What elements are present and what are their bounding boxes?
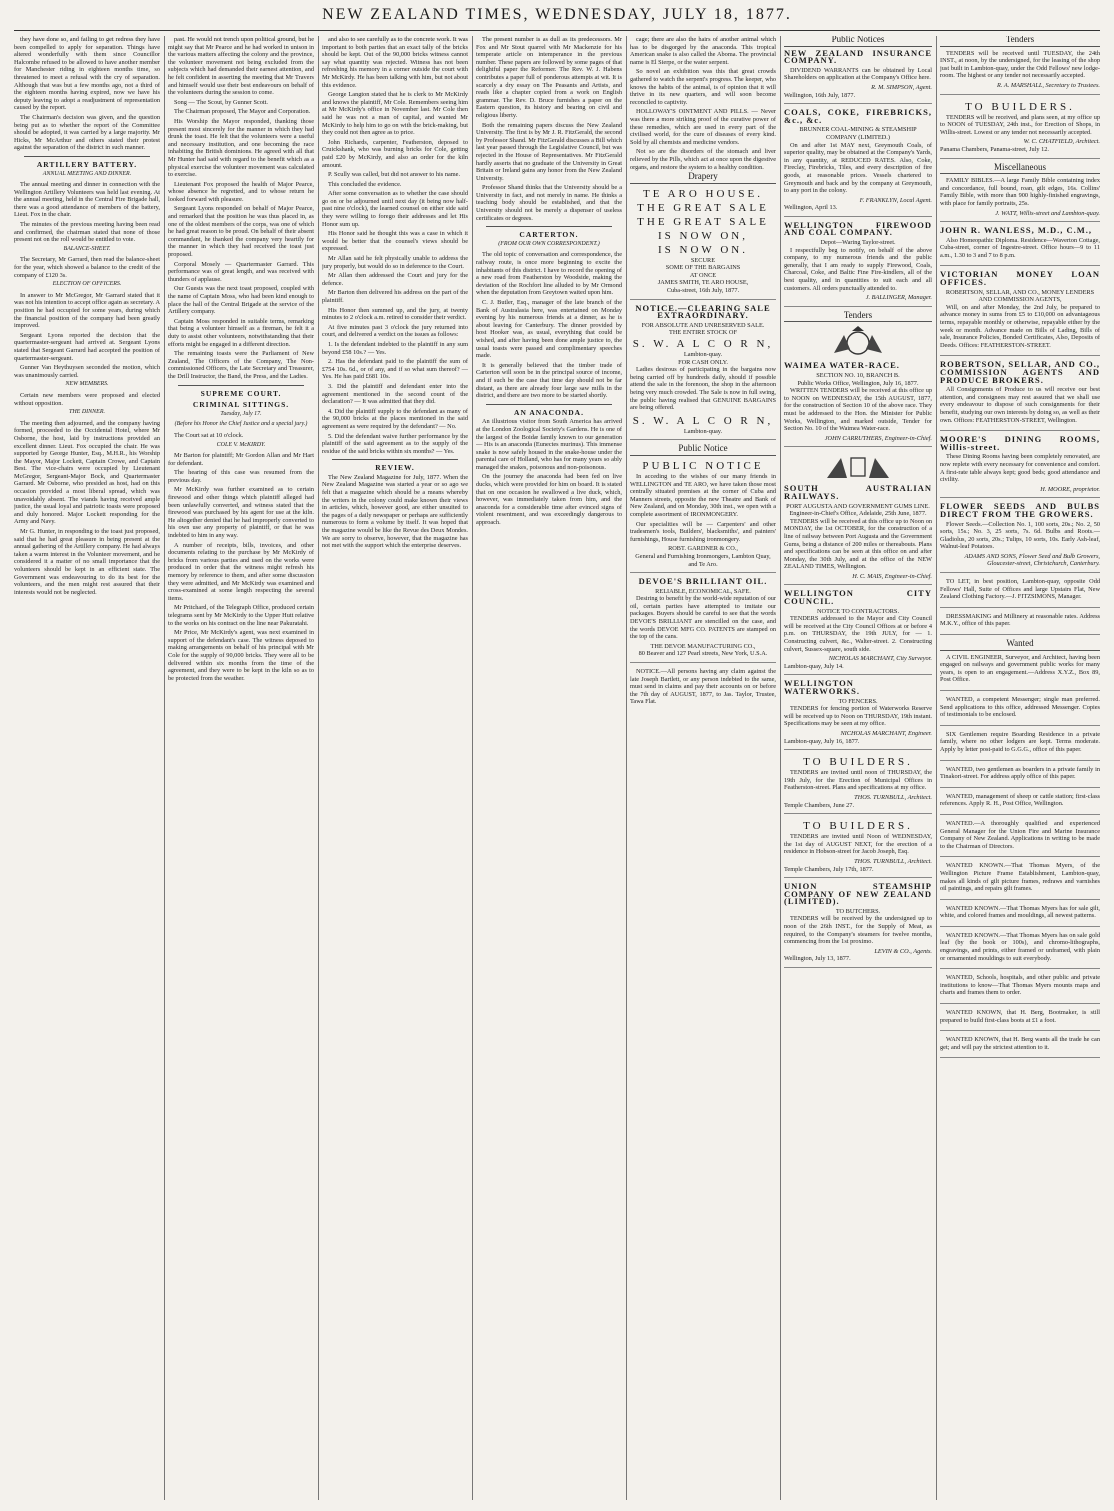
ad-line: IS NOW ON. <box>658 243 748 256</box>
tender-ad <box>940 50 1100 95</box>
article-paragraph: A number of receipts, bills, invoices, and other documents relating to the purchase by Mr McKirdy of bricks from various parties and used on the works were produced in order that the witness might refresh his memory by reference to them, and after some discussion they were admitted, and Mr McKirdy was examined and cross-examined at some length respecting the several items. <box>168 541 314 602</box>
article-paragraph: 1. Is the defendant indebted to the plaintiff in any sum beyond £58 10s.? — Yes. <box>322 340 468 356</box>
wanted-ad <box>940 932 1100 969</box>
article-paragraph: In answer to Mr McGregor, Mr Garrard stated that it was not his intention to accept office again as secretary. A position he had occupied for some years, during which the financial position of the company had been greatly improved. <box>14 291 160 330</box>
ad-signature: H. MOORE, proprietor. <box>1040 485 1100 493</box>
clearing-sale-ad <box>630 302 776 441</box>
misc-ad <box>940 578 1100 608</box>
royal-crest-icon <box>828 325 888 359</box>
ad-line: AT ONCE <box>689 271 717 279</box>
column-1 <box>14 36 160 1500</box>
wanted-ad <box>940 654 1100 691</box>
article-heading: ARTILLERY BATTERY. <box>36 159 138 169</box>
ad-body: In acceding to the wishes of our many friends in WELLINGTON and TE ARO, we have taken those most centrally situated premises at the corner of Cuba and Manners streets, opposite the new Theatre and Bank of New Zealand, and on Monday, 30th inst., we open with a complete assortment of IRONMONGERY. <box>630 472 776 518</box>
ad-line: FOR CASH ONLY. <box>678 358 728 366</box>
ad-signature: ROBT. GARDNER & CO., <box>668 545 738 553</box>
article-paragraph: Corporal Mosely — Quartermaster Garrard. This performance was of great length, and was received with thunders of applause. <box>168 260 314 283</box>
section-heading: Miscellaneous <box>940 164 1100 175</box>
ad-title: TE ARO HOUSE. <box>643 187 763 200</box>
firewood-ad <box>784 219 932 307</box>
ad-body: WANTED KNOWN.—That Thomas Myers has on sale gold leaf (by the book or 100s), and chromo-lithographs, engravings, and prints, either framed or unframed, with plain or ornamented mouldings to suit everybody. <box>940 931 1100 962</box>
ad-body: All Consignments of Produce to us will receive our best attention, and consignees may rest assured that we shall use every endeavour to dispose of such consignments for their benefit, studying our own interests by doing so, as well as their own. Offices: FEATHERSTON-STREET, Wellington. <box>940 386 1100 424</box>
ad-title: SOUTH AUSTRALIAN RAILWAYS. <box>784 483 932 501</box>
ad-body: I respectfully beg to notify, on behalf of the above company, to my numerous friends and the public generally, that I am ready to supply Firewood, Coals, Charcoal, Coke, and Baltic Fine Fire-kindlers, all of the best quality, and in quantities to suit each and all customers. All orders punctually attended to. <box>784 246 932 292</box>
ad-date: Wellington, April 13. <box>784 204 838 212</box>
ad-line: TO BUTCHERS. <box>835 907 881 915</box>
ad-body: These Dining Rooms having been completely renovated, are now replete with every necessary for convenience and comfort. A first-rate table always kept; good beds; good attendance and civility. <box>940 453 1100 484</box>
article-paragraph: Both the remaining papers discuss the New Zealand University. The first is by Mr J. R. FitzGerald, the second by Professor Shand. Mr FitzGerald discusses a Bill which last year passed through the Legislative Council, but was rejected in the House of Representatives. Mr FitzGerald hardly asserts that no graduate of the University in Great Britain or Ireland gains any honor from the New Zealand University. <box>476 121 622 182</box>
ad-signature: H. C. MAIS, Engineer-in-Chief. <box>852 572 932 580</box>
ad-body: A CIVIL ENGINEER, Surveyor, and Architect, having been engaged on railways and government public works for many years, is open to an engagement.—Address X.Y.Z., Box 89, Post Office. <box>940 653 1100 684</box>
waimea-tender <box>784 325 932 447</box>
article-subheading: Tuesday, July 17. <box>220 410 262 417</box>
ad-signature: JOHN CARRUTHERS, Engineer-in-Chief. <box>824 434 932 442</box>
ad-line: FOR ABSOLUTE AND UNRESERVED SALE. <box>641 321 765 329</box>
section-heading: Tenders <box>784 312 932 323</box>
article-subheading: COLE V. McKIRDY. <box>216 441 266 448</box>
article-paragraph: Sergeant Lyons reported the decision that the quartermaster-sergeant had arrived at. Sergeant Lyons stated that Sergeant Garrard had accepted the position of quartermaster-sergeant. <box>14 331 160 362</box>
ad-title: WELLINGTON WATERWORKS. <box>784 678 860 696</box>
advertisement-text: HOLLOWAY'S OINTMENT AND PILLS. — Never was there a more striking proof of the curative power of these remedies, which are used in every part of the civilised world, for the cure of diseases of every kind. Sold by all chemists and medicine vendors. <box>630 108 776 146</box>
ad-body: Our specialities will be — Carpenters' and other tradesmen's tools, Builders', blacksmiths', and painters' furnishings, House furnishing ironmongery. <box>630 520 776 543</box>
article-paragraph: P. Scully was called, but did not answer to his name. <box>328 171 461 179</box>
misc-ad <box>940 271 1100 356</box>
insurance-ad <box>784 47 932 105</box>
ad-date: Lambton-quay, July 16, 1877. <box>784 737 860 745</box>
ad-signature: LEVIN & CO., Agents. <box>874 947 932 955</box>
article-paragraph: It is generally believed that the timber trade of Carterton will soon be in the principal source of income, and if such be the case that time day should not be far distant, as there are already four large saw mills in the district, and there are two more to be started shortly. <box>476 361 622 400</box>
article-paragraph: Mr Pritchard, of the Telegraph Office, produced certain telegrams sent by Mr McKirdy to the Upper Hutt relative to the works on his contract on the line near Pakuratahi. <box>168 604 314 627</box>
ad-line: THE ENTIRE STOCK OF <box>669 329 737 337</box>
ad-body: TENDERS will be received by the undersigned up to noon of the 26th INST., for the Supply of Meat, as required, to the Company's steamers for twelve months, commencing from the 1st proximo. <box>784 915 932 946</box>
ad-body: NOTICE.—All persons having any claim against the late Joseph Bartlett, or any person indebted to the same, must send in claims and pay their accounts on or before the 7th day of AUGUST, 1877, to Jas. Taylor, Trustee, Tawa Flat. <box>630 668 776 706</box>
ad-body: WANTED.—A thoroughly qualified and experienced General Manager for the Union Fire and Marine Insurance Company of New Zealand. Applications in writing to be made to the Chairman of Directors. <box>940 819 1100 850</box>
article-paragraph: The Chairman's decision was given, and the question being put as to whether the report of the Committee should be adopted, it was carried by a large majority. Mr Hicks, Mr McArthur and others stated their protest against the separation of the district in such manner. <box>14 113 160 152</box>
ad-title: TO BUILDERS. <box>803 820 913 833</box>
column-divider <box>164 36 165 1500</box>
ad-signature: THE DEVOE MANUFACTURING CO., <box>650 642 756 650</box>
article-paragraph: The minutes of the previous meeting having been read and confirmed, the chairman stated that none of those present not on the roll would be entitled to vote. <box>14 221 160 244</box>
article-paragraph: His Honor said he thought this was a case in which it would be better that the counsel's views should be expressed. <box>322 230 468 253</box>
ad-body: TENDERS are invited until noon of THURSDAY, the 19th July, for the Erection of Municipal Offices in Featherston-street. Plans and specifications at my office. <box>784 769 932 792</box>
ad-body: DRESSMAKING and Millinery at reasonable rates. Address M.K.Y., office of this paper. <box>940 612 1100 628</box>
ad-body: TENDERS will be received at this office up to Noon on MONDAY, the 1st OCTOBER, for the construction of a line of railway between Port Augusta and the Government Gums, being a distance of 200 miles or thereabouts. Plans and specifications can be seen at this office on and after Monday, the 30th July, and at the office of the NEW ZEALAND TIMES, Wellington. <box>784 517 932 571</box>
article-paragraph: Song — The Scout, by Gunner Scott. <box>174 98 268 106</box>
advertisement-text: Not so are the disorders of the stomach and liver relieved by the Pills, which act at once upon the digestive organs, and restore the system to a healthy condition. <box>630 148 776 171</box>
article-paragraph: 3. Did the plaintiff and defendant enter into the agreement mentioned in the second count of the declaration? — It was admitted that they did. <box>322 382 468 406</box>
masthead: NEW ZEALAND TIMES, WEDNESDAY, JULY 18, 1877. <box>322 6 792 23</box>
ad-line: TO FENCERS. <box>838 697 878 705</box>
ad-line: IS NOW ON, <box>658 229 748 242</box>
article-paragraph: they have done so, and failing to get redress they have been compelled to apply for separation. Things have altered wonderfully with them since Councillor Halcombe refused to be allowed to have another member for Manchester riding in eighteen months time, so threatened to meet a refusal with the cry of separation. Although that was but a few months ago, not a third of the eighteen months having expired, now we have his deputy leaving to adopt a readjustment of representation caused by the report. <box>14 36 160 112</box>
article-subheading: ANNUAL MEETING AND DINNER. <box>42 170 132 177</box>
column-6 <box>784 36 932 1500</box>
divider <box>486 226 612 227</box>
article-paragraph: After some conversation as to whether the case should go on or be adjourned until next day (it being now half-past nine o'clock), the learned counsel on either side said they were willing to forego their addresses and let His Honor sum up. <box>322 190 468 228</box>
article-paragraph: past. He would not trench upon political ground, but he might say that Mr Pearce and he had worked in unison in the various matters affecting the colony and the province, the volunteer movement not being excluded from the subjects which had demanded their earnest attention, and he felt confident in asserting the meeting that Mr Travers and himself would use their best endeavours on behalf of the volunteers during the session to come. <box>168 36 314 97</box>
article-paragraph: Mr Price, Mr McKirdy's agent, was next examined in support of the defendant's case. The witness deposed to making arrangements on behalf of his principal with Mr Cole for the supply of 90,000 bricks. They were all to be delivered within six months from the time of the agreement, and they were to be kept in the kiln so as to be protected from the weather. <box>168 629 314 682</box>
ad-signature: NICHOLAS MARCHANT, City Surveyor. <box>828 655 932 663</box>
article-paragraph: Certain new members were proposed and elected without opposition. <box>14 391 160 407</box>
ad-body: Desiring to benefit by the world-wide reputation of our oil, certain parties have attempted to imitate our packages. Buyers should be careful to see that the words DEVOE'S BRILLIANT are stencilled on the case, and the words DEVOE MFG CO. PATENTS are stamped on the top of the cans. <box>630 595 776 641</box>
divider <box>178 385 304 386</box>
article-paragraph: Our Guests was the next toast proposed, coupled with the name of Captain Moss, who had been kind enough to place the hall of the Central Brigade at the service of the Artillery company. <box>168 285 314 316</box>
ad-line: PORT AUGUSTA AND GOVERNMENT GUMS LINE. <box>786 502 930 510</box>
ad-title: WELLINGTON FIREWOOD AND COAL COMPANY. <box>784 219 932 238</box>
article-paragraph: The Chairman proposed, The Mayor and Corporation. <box>174 108 311 116</box>
ad-date: Wellington, July 13, 1877. <box>784 955 851 963</box>
ad-title: ROBERTSON, SELLAR, AND CO., COMMISSION AGENTS AND PRODUCE BROKERS. <box>940 359 1100 385</box>
article-subheading: THE DINNER. <box>69 409 105 416</box>
article-paragraph: At five minutes past 3 o'clock the jury returned into court, and delivered a verdict on the issues as follows: <box>322 323 468 339</box>
sa-railways-tender <box>784 452 932 585</box>
ad-title: WAIMEA WATER-RACE. <box>784 360 900 371</box>
ad-title: DEVOE'S BRILLIANT OIL. <box>638 576 768 587</box>
waterworks-tender <box>784 680 932 750</box>
ad-line: ROBERTSON, SELLAR, AND CO., MONEY LENDERS AND COMMISSION AGENTS, <box>945 288 1095 304</box>
wanted-ad <box>940 1036 1100 1058</box>
ad-title: NOTICE.—CLEARING SALE EXTRAORDINARY. <box>635 302 771 321</box>
ad-body: WANTED KNOWN.—That Thomas Myers has for sale gilt, white, and colored frames and mouldings, all newest patterns. <box>940 904 1100 920</box>
article-heading: CARTERTON. <box>519 230 579 240</box>
section-heading: Public Notice <box>630 445 776 456</box>
ad-body: WANTED, a competent Messenger; single man preferred. Send applications to this office, addressed Messenger. Copies of testimonials to be enclosed. <box>940 696 1100 719</box>
wanted-ad <box>940 974 1100 1004</box>
ad-title: UNION STEAMSHIP COMPANY OF NEW ZEALAND (LIMITED). <box>784 881 932 907</box>
ad-body: TENDERS addressed to the Mayor and City Council will be received at the City Council Offices at or before 4 p.m. on THURSDAY, the 19th JULY, for — 1. Constructing culvert, &c., Walter-street. 2. Constructing culvert, Sussex-square, south side. <box>784 615 932 653</box>
ad-body: Also Homeopathic Diploma. Residence—Waverton Cottage, Cuba-street, corner of Ingestre-street. Office hours—9 to 11 a.m., 1.30 to 3 and 7 to 8 p.m. <box>940 236 1100 259</box>
column-divider <box>936 36 937 1500</box>
wanted-ad <box>940 905 1100 927</box>
ad-signature: THOS. TURNBULL, Architect. <box>854 793 932 801</box>
misc-ad <box>940 613 1100 635</box>
ad-line: THE GREAT SALE <box>637 201 769 214</box>
column-4 <box>476 36 622 1500</box>
ad-title: WELLINGTON CITY COUNCIL. <box>784 588 932 607</box>
ad-date: Engineer-in-Chief's Office, Adelaide, 25th June, 1877. <box>789 510 927 518</box>
ad-title: TO BUILDERS. <box>803 756 913 769</box>
article-paragraph: Sergeant Lyons responded on behalf of Major Pearce, and remarked that the position he was thus placed in, as one of the oldest members of the corps, was one of which he had great reason to be proud. On behalf of their absent commandant, he thanked the company very heartily for the manner in which they had received the toast just proposed. <box>168 205 314 259</box>
article-paragraph: His Worship the Mayor responded, thanking those present most sincerely for the manner in which they had drunk the toast. He felt that the volunteers were a useful and necessary institution, and one becoming the race inhabiting the British dominions. He agreed with all that Mr Hunter had said with regard to the benefit which as a physical exercise the volunteer movement was calculated to exercise. <box>168 117 314 179</box>
article-paragraph: The Secretary, Mr Garrard, then read the balance-sheet for the year, which showed a balance to the credit of the company of £120 3s. <box>14 256 160 279</box>
article-paragraph: C. J. Butler, Esq., manager of the late branch of the Bank of Australasia here, was entertained on Monday evening by his numerous friends at a dinner, as he is about leaving for Canterbury. The dinner provided by host Hooker was, as usual, everything that could be wished, and after having been done ample justice to, the usual toasts were passed and complimentary speeches made. <box>476 299 622 360</box>
ad-title: COALS, COKE, FIREBRICKS, &c., &c. <box>784 107 932 125</box>
ad-title: TO BUILDERS. <box>965 100 1075 113</box>
ad-title: JOHN R. WANLESS, M.D., C.M., <box>940 225 1093 236</box>
section-heading: Wanted <box>940 640 1100 651</box>
misc-ad <box>940 361 1100 431</box>
royal-crest-icon <box>823 452 893 482</box>
article-paragraph: cage; there are also the hairs of another animal which has to be disgorged by the anaconda. This tropical American snake is also called the Aboma. The provincial name is El Sierpe, or the water serpent. <box>630 36 776 66</box>
column-7 <box>940 36 1100 1500</box>
article-paragraph: Gunner Van Heythuysen seconded the motion, which was unanimously carried. <box>14 364 160 379</box>
divider <box>486 404 612 405</box>
te-aro-house-ad <box>630 187 776 300</box>
ad-title: PUBLIC NOTICE <box>642 459 764 472</box>
ad-date: Temple Chambers, July 17th, 1877. <box>784 865 874 873</box>
section-heading: Tenders <box>940 36 1100 47</box>
wanted-ad <box>940 820 1100 857</box>
ad-line: General and Furnishing Ironmongers, Lambton Quay, and Te Aro. <box>635 552 771 568</box>
column-divider <box>626 36 627 1500</box>
ad-body: WRITTEN TENDERS will be received at this office up to NOON on WEDNESDAY, the 15th AUGUST, 1877, for the construction of Section 10 of the above race. They must be addressed to the Hon. the Minister for Public Works, Wellington, and marked outside, Tender for Section No. 10 of the Waimea Water-race. <box>784 387 932 433</box>
ad-body: DIVIDEND WARRANTS can be obtained by Local Shareholders on application at the Company's Office here. <box>784 66 932 82</box>
divider <box>24 156 150 157</box>
article-heading: CRIMINAL SITTINGS. <box>192 400 290 410</box>
ad-signature: S. W. A L C O R N, <box>632 414 774 427</box>
misc-ad <box>940 503 1100 573</box>
article-subheading: BALANCE-SHEET. <box>63 245 111 252</box>
ad-date: Public Works Office, Wellington, July 16, 1877. <box>797 379 919 387</box>
article-paragraph: An illustrious visitor from South America has arrived at the London Zoological Society's Gardens. He is one of the largest of the Boidæ family known to our generation — His is an anaconda (Eunectes murinus). This immense snake is now safely housed in the snake-house under the parental care of Holland, who has for many years so ably managed the snakes, poisonous and non-poisonous. <box>476 418 622 471</box>
article-paragraph: On the journey the anaconda had been fed on live ducks, which were provided for him on board. It is stated that on one occasion he swallowed a live duck, which, however, was immediately taken from him, and the anaconda for a considerable time after evinced signs of violent resentment, and was exceedingly dangerous to approach. <box>476 473 622 527</box>
article-paragraph: Lieutenant Fox proposed the health of Major Pearce, whose absence he regretted, and to whose return he looked forward with pleasure. <box>168 180 314 203</box>
ad-signature: R. A. MARSHALL, Secretary to Trustees. <box>996 81 1100 89</box>
article-paragraph: George Langton stated that he is clerk to Mr McKirdy and knows the plaintiff, Mr Cole. Remembers seeing him at Mr McKirdy's office in November last. Mr Cole then said he was not a man of capital, and wanted Mr McKirdy to help him to go on with the brick-making, but they could not then agree as to price. <box>322 91 468 137</box>
ad-signature: ADAMS AND SONS, Flower Seed and Bulb Growers, Gloucester-street, Christchurch, Canterbury. <box>964 552 1100 568</box>
builders-tender <box>784 755 932 814</box>
article-paragraph: Mr McKirdy was further examined as to certain firewood and other things which plaintiff alleged had been unlawfully converted, and witness stated that the firewood was purchased by his agent for use at the kiln. He altogether denied that he had improperly converted to his own use any property of plaintiff, or that he was indebted to him in any way. <box>168 486 314 540</box>
wanted-ad <box>940 1009 1100 1031</box>
ad-body: WANTED, two gentlemen as boarders in a private family in Tinakori-street. For address apply office of this paper. <box>940 765 1100 781</box>
article-paragraph: The annual meeting and dinner in connection with the Wellington Artillery Volunteers was held last evening. At the annual meeting, held in the Central Fire Brigade hall, there was a good attendance of members of the battery, Lieut. Fox in the chair. <box>14 181 160 219</box>
article-paragraph: The New Zealand Magazine for July, 1877. When the New Zealand Magazine was started a year or so ago we felt that a magazine which should be a means whereby the writers in the colony could make known their views in articles, which, however good, are either unsuited to the pages of a daily newspaper or perhaps are sufficiently numerous to form a volume by itself. It was hoped that the magazine would be like the Revue des Deux Mondes. We are sorry to observe, however, that the magazine has not met with the support which the enterprise deserves. <box>322 473 468 550</box>
article-paragraph: So novel an exhibition was this that great crowds gathered to watch the serpent's progress. The keeper, who knows the habits of the animal, is of opinion that it will thrive in its new quarters, and will soon become reconciled to captivity. <box>630 68 776 106</box>
column-5 <box>630 36 776 1500</box>
ad-signature: F. FRANKLYN, Local Agent. <box>859 196 932 204</box>
ad-body: SIX Gentlemen require Boarding Residence in a private family, where no other lodgers are kept. Terms moderate. Apply by letter post-paid to G.G.G., office of this paper. <box>940 730 1100 753</box>
ad-body: Flower Seeds.—Collection No. 1, 100 sorts, 20s.; No. 2, 50 sorts, 15s.; No. 3, 25 sorts, 7s. 6d. Bulbs and Roots.—Gladiolus, 20 sorts, 20s.; Tulips, 10 sorts, 10s. Early Ash-leaf, Walnut-leaf Potatoes. <box>940 520 1100 551</box>
wanted-ad <box>940 696 1100 726</box>
ad-title: MOORE'S DINING ROOMS, Willis-street. <box>940 434 1100 452</box>
ad-line: Depot—Waring Taylor-street. <box>820 239 896 247</box>
article-subheading: NEW MEMBERS. <box>65 381 109 388</box>
ad-body: WANTED, Schools, hospitals, and other public and private institutions to know—That Thomas Myers mounts maps and charts and frames them to order. <box>940 974 1100 997</box>
ad-signature: J. WATT, Willis-street and Lambton-quay. <box>995 209 1100 217</box>
article-paragraph: His Honor then summed up, and the jury, at twenty minutes to 2 o'clock a.m. retired to consider their verdict. <box>322 306 468 322</box>
ad-line: SECURE <box>690 256 716 264</box>
article-paragraph: Mr Barton for plaintiff; Mr Gordon Allan and Mr Hart for defendant. <box>168 452 314 467</box>
wanted-ad <box>940 793 1100 815</box>
column-2 <box>168 36 314 1500</box>
article-paragraph: Mr Barton then delivered his address on the part of the plaintiff. <box>322 289 468 304</box>
article-paragraph: The Court sat at 10 o'clock. <box>174 431 244 439</box>
ad-date: Temple Chambers, June 27. <box>784 801 855 809</box>
ad-body: WANTED KNOWN, that H. Berg, Bootmaker, is still prepared to build first-class boots at £1 a foot. <box>940 1009 1100 1024</box>
ad-date: Wellington, 16th July, 1877. <box>784 91 856 99</box>
ad-line: 80 Beaver and 127 Pearl streets, New York, U.S.A. <box>638 650 768 658</box>
ad-title: FLOWER SEEDS AND BULBS DIRECT FROM THE GROWERS. <box>940 501 1100 519</box>
ad-date: Panama Chambers, Panama-street, July 12. <box>940 145 1049 153</box>
column-divider <box>780 36 781 1500</box>
wanted-ad <box>940 766 1100 788</box>
article-subheading: (Before his Honor the Chief Justice and a special jury.) <box>174 421 308 428</box>
article-paragraph: The present number is as dull as its predecessors. Mr Fox and Mr Stout quarrel with Mr Mackenzie for his temperate article on intemperance in the previous number. These papers are followed by some pages of that delightful paper the Reformer. The Rev. W. J. Habens contributes a paper full of ponderous attempts at wit. It is scarcely a dry essay on The Peasants and Artists, and reads like a chapter copied from a work on English grammar. The Rev. D. Bruce furnishes a paper on the Eastern question, its history and bearing on civil and religious liberty. <box>476 36 622 119</box>
ad-body: Will, on and after Monday, the 2nd July, be prepared to advance money in sums from £5 to £10,000 on advantageous terms, repayable monthly or otherwise, repayable either by the week or month. Advance made on Bills of Lading, Bills of sale, Insurance Policies, Bonded Certificates, Also, Deposits of Deeds. Offices: FEATHERSTON-STREET. <box>940 303 1100 349</box>
section-heading: Drapery <box>630 173 776 184</box>
tender-ad <box>940 100 1100 159</box>
ad-date: Lambton-quay, July 14. <box>784 662 844 670</box>
coals-ad <box>784 109 932 217</box>
column-divider <box>318 36 319 1500</box>
ad-signature: NICHOLAS MARCHANT, Engineer. <box>840 729 932 737</box>
article-paragraph: John Richards, carpenter, Featherston, deposed to Cruickshank, who was burning bricks for Cole, getting paid £20 by McKirdy, and also an order for the kiln amount. <box>322 138 468 169</box>
builders-tender-2 <box>784 819 932 878</box>
article-paragraph: and also to see carefully as to the concrete work. It was important to both parties that an exact tally of the bricks should be kept. Out of the 90,000 bricks witness cannot say what quantity was rejected. Witness has not been refreshing his memory in a corner outside the court with Mr McKirdy. He has been talking with him, but not about this evidence. <box>322 36 468 89</box>
public-notice-ad <box>630 459 776 573</box>
article-paragraph: The old topic of conversation and correspondence, the railway route, is once more beginning to excite the inhabitants of this district. I have to record the opening of a new road from Featherston by Woodside, making the deviation of the Rochfort line alluded to by Mr Ormond when the deputation from Greytown waited upon him. <box>476 251 622 297</box>
article-paragraph: The remaining toasts were the Parliament of New Zealand, The Officers of the Company, The Non-commissioned Officers, the Late Secretary and Treasurer, the Drill Instructor, the Band, the Press, and the Ladies. <box>168 350 314 380</box>
ad-date: Cuba-street, 16th July, 1877. <box>666 287 740 295</box>
ad-body: TENDERS for fencing portion of Waterworks Reserve will be received up to Noon on THURSDAY, 19th instant. Specifications may be seen at my office. <box>784 705 932 728</box>
article-heading: REVIEW. <box>375 463 415 473</box>
ad-line: THE GREAT SALE <box>637 215 769 228</box>
devoe-oil-ad <box>630 578 776 663</box>
article-paragraph: Mr Allan said he felt physically unable to address the jury properly, but would do so in deference to the Court. <box>322 255 468 270</box>
ad-line: S. W. A L C O R N, <box>632 338 774 351</box>
misc-ad <box>940 177 1100 222</box>
wanted-ad <box>940 731 1100 761</box>
article-paragraph: Captain Moss responded in suitable terms, remarking that being a volunteer himself as a fireman, he felt it a duty to assist other volunteers, notwithstanding that their efforts might be engaged in a different direction. <box>168 317 314 348</box>
ad-body: WANTED, management of sheep or cattle station; first-class references. Apply R. H., Post Office, Wellington. <box>940 792 1100 808</box>
article-subheading: (FROM OUR OWN CORRESPONDENT.) <box>498 240 600 247</box>
ad-body: TO LET, in best position, Lambton-quay, opposite Odd Fellows' Hall, Suite of Offices and large Upstairs Flat, New Zealand Clothing Factory.—J. FITZSIMONS, Manager. <box>940 578 1100 601</box>
wanted-ad <box>940 862 1100 899</box>
column-divider <box>472 36 473 1500</box>
ad-signature: JAMES SMITH, TE ARO HOUSE, <box>657 279 749 287</box>
ad-line: NOTICE TO CONTRACTORS. <box>816 607 900 615</box>
ad-body: TENDERS will be received, and plans seen, at my office up to NOON of TUESDAY, 24th inst., for Erection of Shops, in Willis-street. Lowest or any tender not necessarily accepted. <box>940 113 1100 136</box>
ad-signature: W. C. CHATFIELD, Architect. <box>1023 138 1100 146</box>
ad-line: Lambton-quay. <box>683 427 723 435</box>
ad-line: Lambton-quay. <box>683 351 723 359</box>
ad-title: NEW ZEALAND INSURANCE COMPANY. <box>784 47 932 66</box>
ad-line: BRUNNER COAL-MINING & STEAMSHIP COMPANY (LIMITED.) <box>799 126 917 141</box>
ad-body: WANTED KNOWN.—That Thomas Myers, of the Wellington Picture Frame Establishment, Lambton-quay, makes all kinds of gilt picture frames, redraws and varnishes oil paintings, and repairs gilt frames. <box>940 862 1100 893</box>
article-paragraph: 5. Did the defendant waive further performance by the plaintiff of the said agreement as to the supply of the residue of the said bricks within six months? — Yes. <box>322 432 468 455</box>
article-paragraph: The meeting then adjourned, and the company having formed, proceeded to the Occidental Hotel, where Mr Osborne, the host, laid by instructions provided an excellent dinner. Lieut. Fox occupied the chair. He was supported by George Hunter, Esq., M.H.R., his Worship the Mayor, Major Lockett, Captain Crowe, and Captain Best. The vice-chairs were occupied by Lieutenant McGregor, Sergeant-Major Bock, and Quartermaster Garrard. Mr Osborne, who presided as host, had on this occasion provided a most liberal spread, which was unavoidably absent. The viands having received ample justice, the usual loyal and patriotic toasts were proposed and duly honored. Major Lockett responding for the Army and Navy. <box>14 419 160 526</box>
ad-body: Ladies desirous of participating in the bargains now being carried off by hundreds daily, should if possible attend the sale in the forenoon, the shop in the afternoon being very much crowded. The Sale is now in full swing, the public having realised that GENUINE BARGAINS are being offered. <box>630 366 776 412</box>
column-3 <box>322 36 468 1500</box>
ad-body: On and after 1st MAY next, Greymouth Coals, of superior quality, may be obtained at the Company's Yards, in any quantity, at REDUCED RATES. Also, Coke, Fireclay, Firebricks, Tiles, and every description of fire goods, at reasonable prices. Vessels chartered to Greymouth and back and by the company at Greymouth, to any port in the colony. <box>784 141 932 195</box>
section-heading: Public Notices <box>784 36 932 47</box>
ad-signature: R. M. SIMPSON, Agent. <box>871 83 932 91</box>
ad-body: WANTED KNOWN, that H. Berg wants all the trade he can get; and will pay the strictest attention to it. <box>940 1036 1100 1051</box>
article-paragraph: 4. Did the plaintiff supply to the defendant as many of the 90,000 bricks at the places mentioned in the said agreement as were required by the defendant? — No. <box>322 407 468 430</box>
misc-ad <box>940 436 1100 498</box>
ad-line: SECTION NO. 10, BRANCH B. <box>816 372 900 379</box>
ad-signature: J. BALLINGER, Manager. <box>865 294 932 302</box>
article-heading: AN ANACONDA. <box>514 407 584 417</box>
masthead-rule <box>14 30 1100 31</box>
ad-body: TENDERS are invited until Noon of WEDNESDAY, the 1st day of AUGUST NEXT, for the erection of a residence in Hobson-street for Jacob Joseph, Esq. <box>784 833 932 856</box>
article-heading: SUPREME COURT. <box>200 388 282 398</box>
article-paragraph: The hearing of this case was resumed from the previous day. <box>168 469 314 484</box>
ad-body: FAMILY BIBLES.—A large Family Bible containing index and concordance, full bound, roan, gilt edges, 16s. Collins' Family Bible, with more than 900 highly-finished engravings, with place for family portraits, 25s. <box>940 177 1100 207</box>
city-council-tender <box>784 590 932 675</box>
misc-ad <box>940 227 1100 266</box>
union-steamship-tender <box>784 883 932 968</box>
ad-signature: THOS. TURNBULL, Architect. <box>854 857 932 865</box>
article-paragraph: This concluded the evidence. <box>328 180 402 188</box>
article-paragraph: 2. Has the defendant paid to the plaintiff the sum of £754 10s. 6d., or of any, and if so what sum thereof? — Yes. He has paid £681 10s. <box>322 358 468 381</box>
ad-line: SOME OF THE BARGAINS <box>665 264 741 272</box>
ad-title: VICTORIAN MONEY LOAN OFFICES. <box>940 269 1100 288</box>
ad-line: RELIABLE, ECONOMICAL, SAFE. <box>655 587 751 595</box>
article-subheading: ELECTION OF OFFICERS. <box>52 281 122 288</box>
divider <box>332 459 458 460</box>
ad-body: TENDERS will be received until TUESDAY, the 24th INST., at noon, by the undersigned, for the leasing of the shop just built in Lambton-quay, under the Odd Fellows' new lodge-room. The highest or any tender not necessarily accepted. <box>940 49 1100 80</box>
article-paragraph: Mr G. Hunter, in responding to the toast just proposed, said that he had great pleasure in being present at the annual gathering of the Artillery company. He had always taken a warm interest in the Volunteer movement, and he considered it a matter of no small importance that the volunteers should be kept in an efficient state. The Government was endeavouring to do its best for the volunteers, and the men might rest assured that their interests would not be neglected. <box>14 528 160 596</box>
article-paragraph: Mr Allan then addressed the Court and jury for the defence. <box>322 272 468 287</box>
article-paragraph: Professor Shand thinks that the University should be a University in fact, and not merely in name. He thinks a teaching body should be established, and that the University should not be merely a dispenser of useless certificates or degrees. <box>476 184 622 222</box>
